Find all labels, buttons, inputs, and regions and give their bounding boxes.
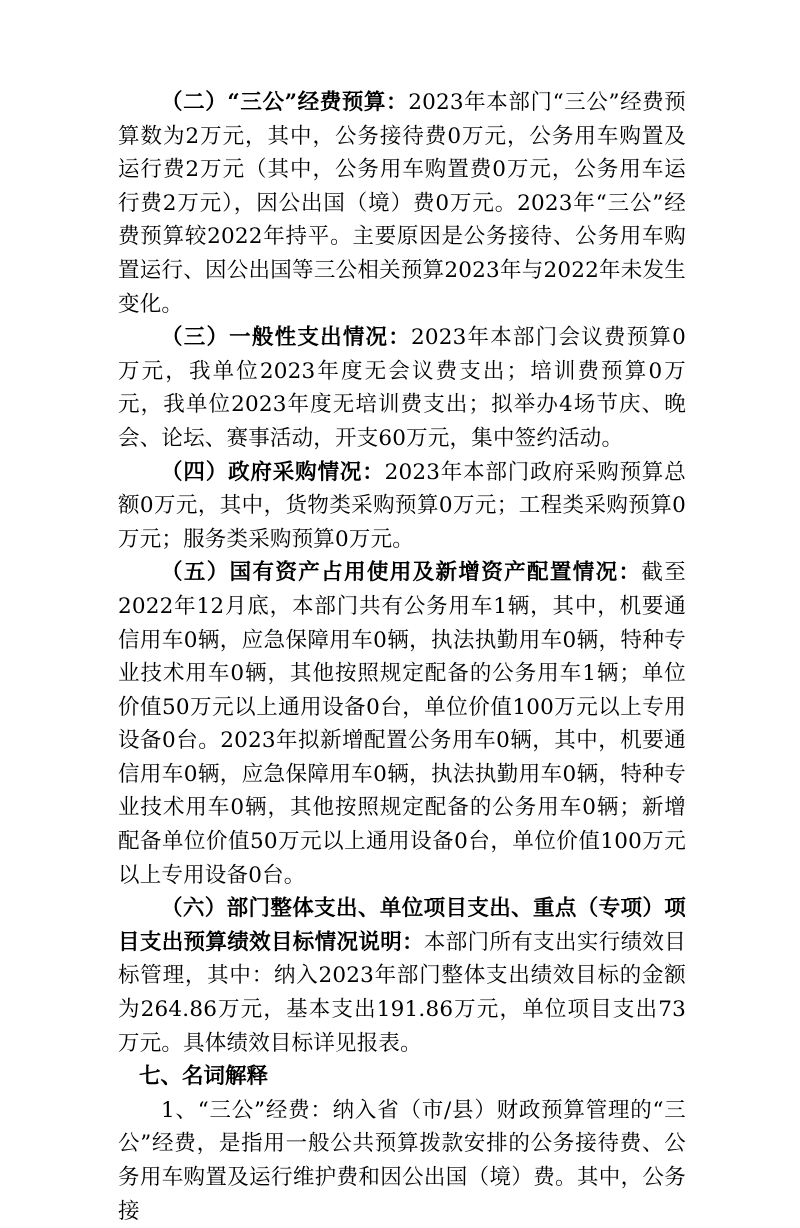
- paragraph-state-assets: [118, 556, 686, 892]
- paragraph-sangong-budget: [118, 86, 686, 321]
- document-page: [118, 86, 686, 1228]
- paragraph-body: 本部门所有支出实行绩效目标管理，其中：纳入2023年部门整体支出绩效目标的金额为264.86万元，基本支出191.86万元，单位项目支出73万元。具体绩效目标详见报表。: [118, 929, 686, 1056]
- paragraph-lead: （五）国有资产占用使用及新增资产配置情况：: [161, 560, 642, 586]
- paragraph-lead: （二）“三公”经费预算：: [161, 90, 409, 115]
- paragraph-government-procurement: [118, 456, 686, 557]
- paragraph-definition-sangong: 1、“三公”经费：纳入省（市/县）财政预算管理的“三公”经费，是指用一般公共预算拨款安排的公务接待费、公务用车购置及运行维护费和因公出国（境）费。其中，公务接: [118, 1097, 686, 1224]
- paragraph-body: 截至2022年12月底，本部门共有公务用车1辆，其中，机要通信用车0辆，应急保障用车0辆，执法执勤用车0辆，特种专业技术用车0辆，其他按照规定配备的公务用车1辆；单位价值50万元以上通用设备0台，单位价值100万元以上专用设备0台。2023年拟新增配置公务用车0辆，其中，机要通信用车0辆，应急保障用车0辆，执法执勤用车0辆，特种专业技术用车0辆，其他按照规定配备的公务用车0辆；新增配备单位价值50万元以上通用设备0台，单位价值100万元以上专用设备0台。: [118, 560, 686, 888]
- paragraph-lead: （六）部门整体支出、单位项目支出、重点（专项）项目支出预算绩效目标情况说明：: [118, 896, 686, 955]
- paragraph-performance-targets: [118, 892, 686, 1060]
- paragraph-general-expenditure: [118, 321, 686, 455]
- paragraph-lead: （三）一般性支出情况：: [161, 325, 412, 351]
- paragraph-lead: （四）政府采购情况：: [161, 459, 385, 485]
- paragraph-body: 2023年本部门会议费预算0万元，我单位2023年度无会议费支出；培训费预算0万元，我单位2023年度无培训费支出；拟举办4场节庆、晚会、论坛、赛事活动，开支60万元，集中签约活动。: [118, 325, 686, 451]
- paragraph-body: 2023年本部门“三公”经费预算数为2万元，其中，公务接待费0万元，公务用车购置及运行费2万元（其中，公务用车购置费0万元，公务用车运行费2万元），因公出国（境）费0万元。2023年“三公”经费预算较2022年持平。主要原因是公务接待、公务用车购置运行、因公出国等三公相关预算2023年与2022年未发生变化。: [118, 90, 687, 317]
- paragraph-body: 2023年本部门政府采购预算总额0万元，其中，货物类采购预算0万元；工程类采购预算0万元；服务类采购预算0万元。: [118, 459, 686, 552]
- section-heading-glossary: 七、名词解释: [139, 1064, 269, 1090]
